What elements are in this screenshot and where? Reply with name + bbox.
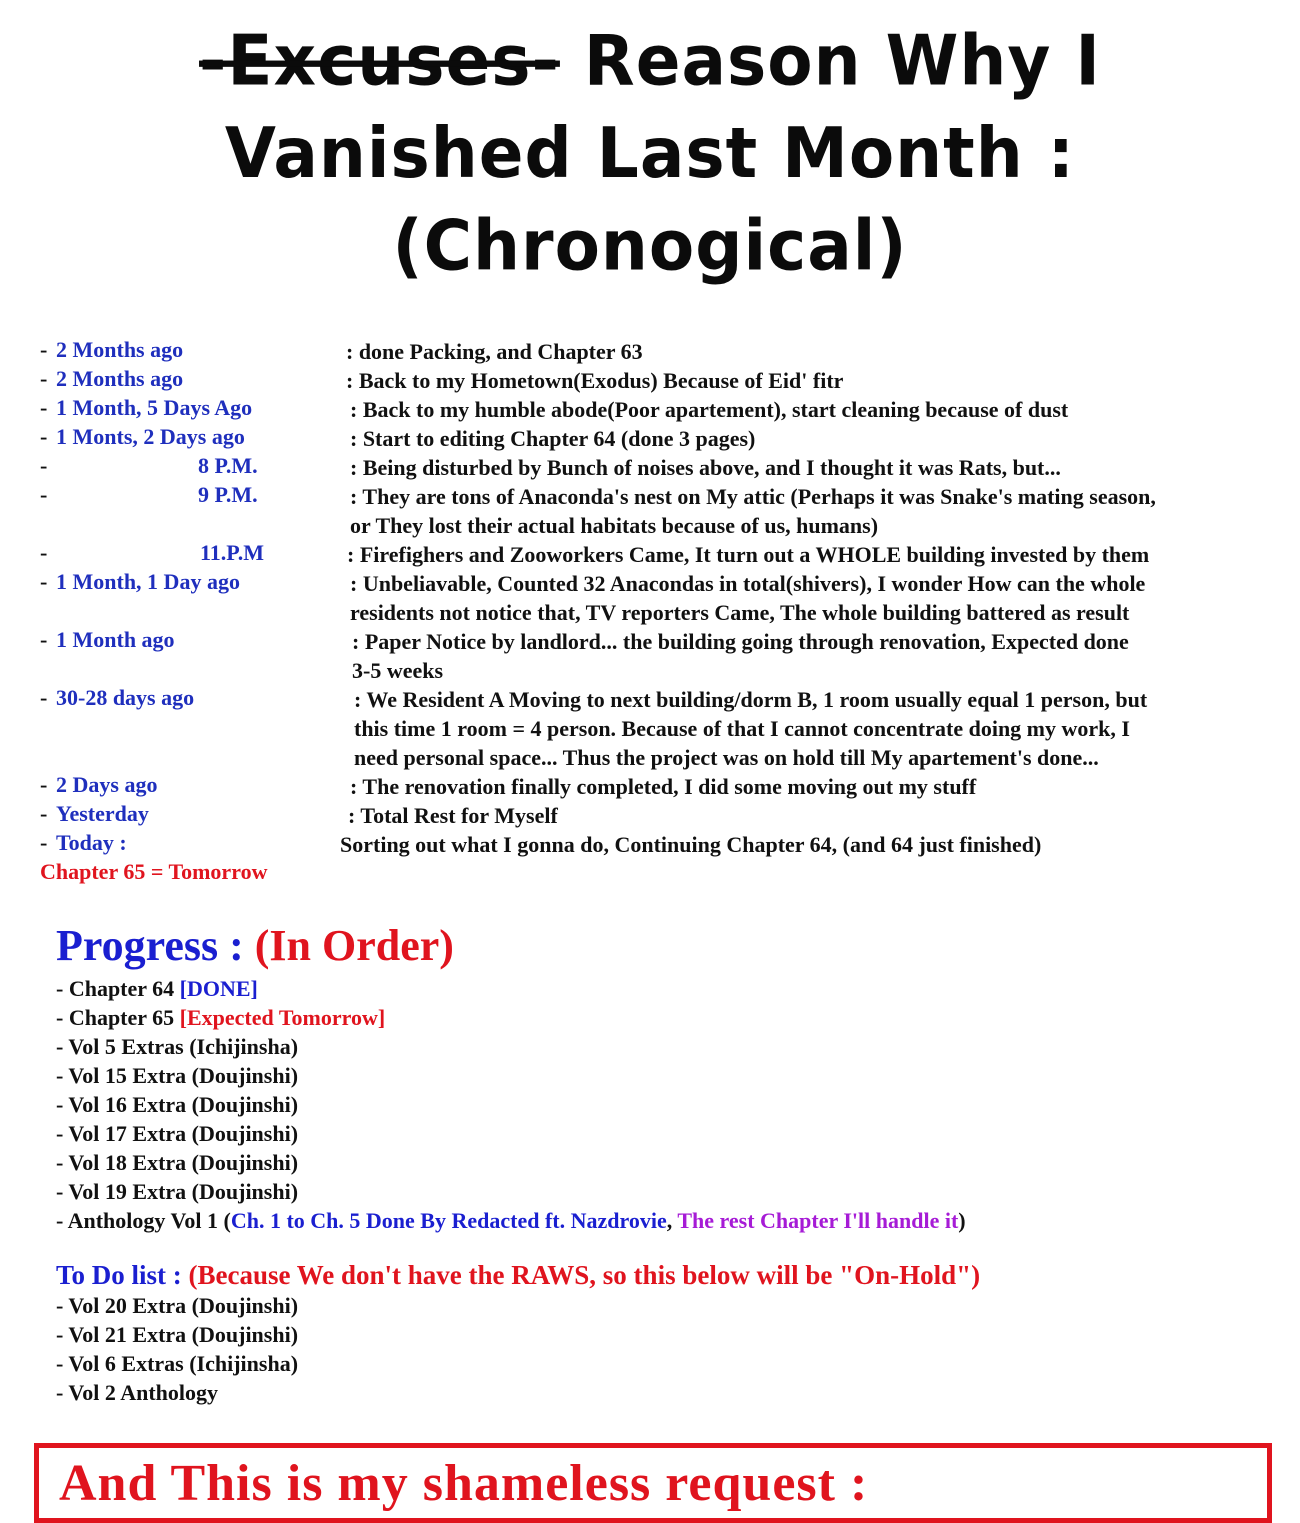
timeline-row: - 2 Months ago : Back to my Hometown(Exodus) Because of Eid' fitr	[40, 366, 844, 393]
progress-item: - Vol 17 Extra (Doujinshi)	[56, 1121, 299, 1146]
timeline-row: - 1 Month, 5 Days Ago : Back to my humble abode(Poor apartement), start cleaning because of dust	[40, 395, 1069, 422]
status-badge: [Expected Tomorrow]	[179, 1005, 386, 1030]
todo-item: - Vol 2 Anthology	[56, 1380, 218, 1405]
timeline-row: - Yesterday : Total Rest for Myself	[40, 801, 558, 828]
progress-section	[56, 918, 966, 1235]
progress-item: - Vol 15 Extra (Doujinshi)	[56, 1063, 299, 1088]
progress-item: - Vol 19 Extra (Doujinshi)	[56, 1179, 299, 1204]
request-box	[34, 1443, 1272, 1523]
status-badge: [DONE]	[179, 976, 258, 1001]
progress-item: - Vol 5 Extras (Ichijinsha)	[56, 1034, 299, 1059]
timeline-row: - 8 P.M. : Being disturbed by Bunch of noises above, and I thought it was Rats, but...	[40, 453, 1061, 480]
todo-heading: To Do list : (Because We don't have the RAWS, so this below will be "On-Hold")	[56, 1260, 981, 1290]
todo-item: - Vol 21 Extra (Doujinshi)	[56, 1322, 299, 1347]
timeline-row: - 11.P.M : Firefighers and Zooworkers Came, It turn out a WHOLE building invested by them	[40, 540, 1150, 567]
title-line-3: (Chronogical)	[392, 205, 908, 287]
progress-item: - Vol 18 Extra (Doujinshi)	[56, 1150, 299, 1175]
progress-item-anthology: - Anthology Vol 1 (Ch. 1 to Ch. 5 Done By Redacted ft. Nazdrovie, The rest Chapter I'll handle it)	[56, 1208, 966, 1233]
timeline-row: - Today : Sorting out what I gonna do, Continuing Chapter 64, (and 64 just finished)	[40, 830, 1042, 857]
title-line-2: Vanished Last Month :	[224, 113, 1076, 194]
timeline-row: - 1 Monts, 2 Days ago : Start to editing Chapter 64 (done 3 pages)	[40, 424, 756, 451]
timeline-row: - 2 Months ago : done Packing, and Chapter 63	[40, 337, 643, 364]
progress-item: - Vol 16 Extra (Doujinshi)	[56, 1092, 299, 1117]
title-strikethrough: -Excuses-	[199, 20, 560, 102]
page-title	[0, 15, 1300, 292]
progress-item: - Chapter 65 [Expected Tomorrow]	[56, 1005, 386, 1030]
title-line-1: -Excuses- Reason Why I	[199, 20, 1101, 102]
todo-item: - Vol 6 Extras (Ichijinsha)	[56, 1351, 299, 1376]
todo-section	[56, 1259, 980, 1407]
timeline-row: - 2 Days ago : The renovation finally completed, I did some moving out my stuff	[40, 772, 977, 799]
request-heading: And This is my shameless request :	[59, 1455, 869, 1512]
progress-heading: Progress : (In Order)	[56, 921, 454, 970]
timeline-row: - 30-28 days ago : We Resident A Moving to next building/dorm B, 1 room usually equal 1 person, but this time 1 room = 4 person. Because of that I cannot concentrate doing my work, I need personal space... Thus the project was on hold till My apartement's done...	[40, 685, 1148, 770]
timeline-row: - 9 P.M. : They are tons of Anaconda's nest on My attic (Perhaps it was Snake's mating season, or They lost their actual habitats because of us, humans)	[40, 482, 1156, 538]
timeline	[40, 337, 1280, 888]
timeline-row: - 1 Month ago : Paper Notice by landlord... the building going through renovation, Expected done 3-5 weeks	[40, 627, 1129, 683]
todo-item: - Vol 20 Extra (Doujinshi)	[56, 1293, 299, 1318]
timeline-row: - 1 Month, 1 Day ago : Unbeliavable, Counted 32 Anacondas in total(shivers), I wonder How can the whole residents not notice that, TV reporters Came, The whole building battered as result	[40, 569, 1146, 625]
progress-item: - Chapter 64 [DONE]	[56, 976, 258, 1001]
next-chapter-note: Chapter 65 = Tomorrow	[40, 859, 268, 884]
